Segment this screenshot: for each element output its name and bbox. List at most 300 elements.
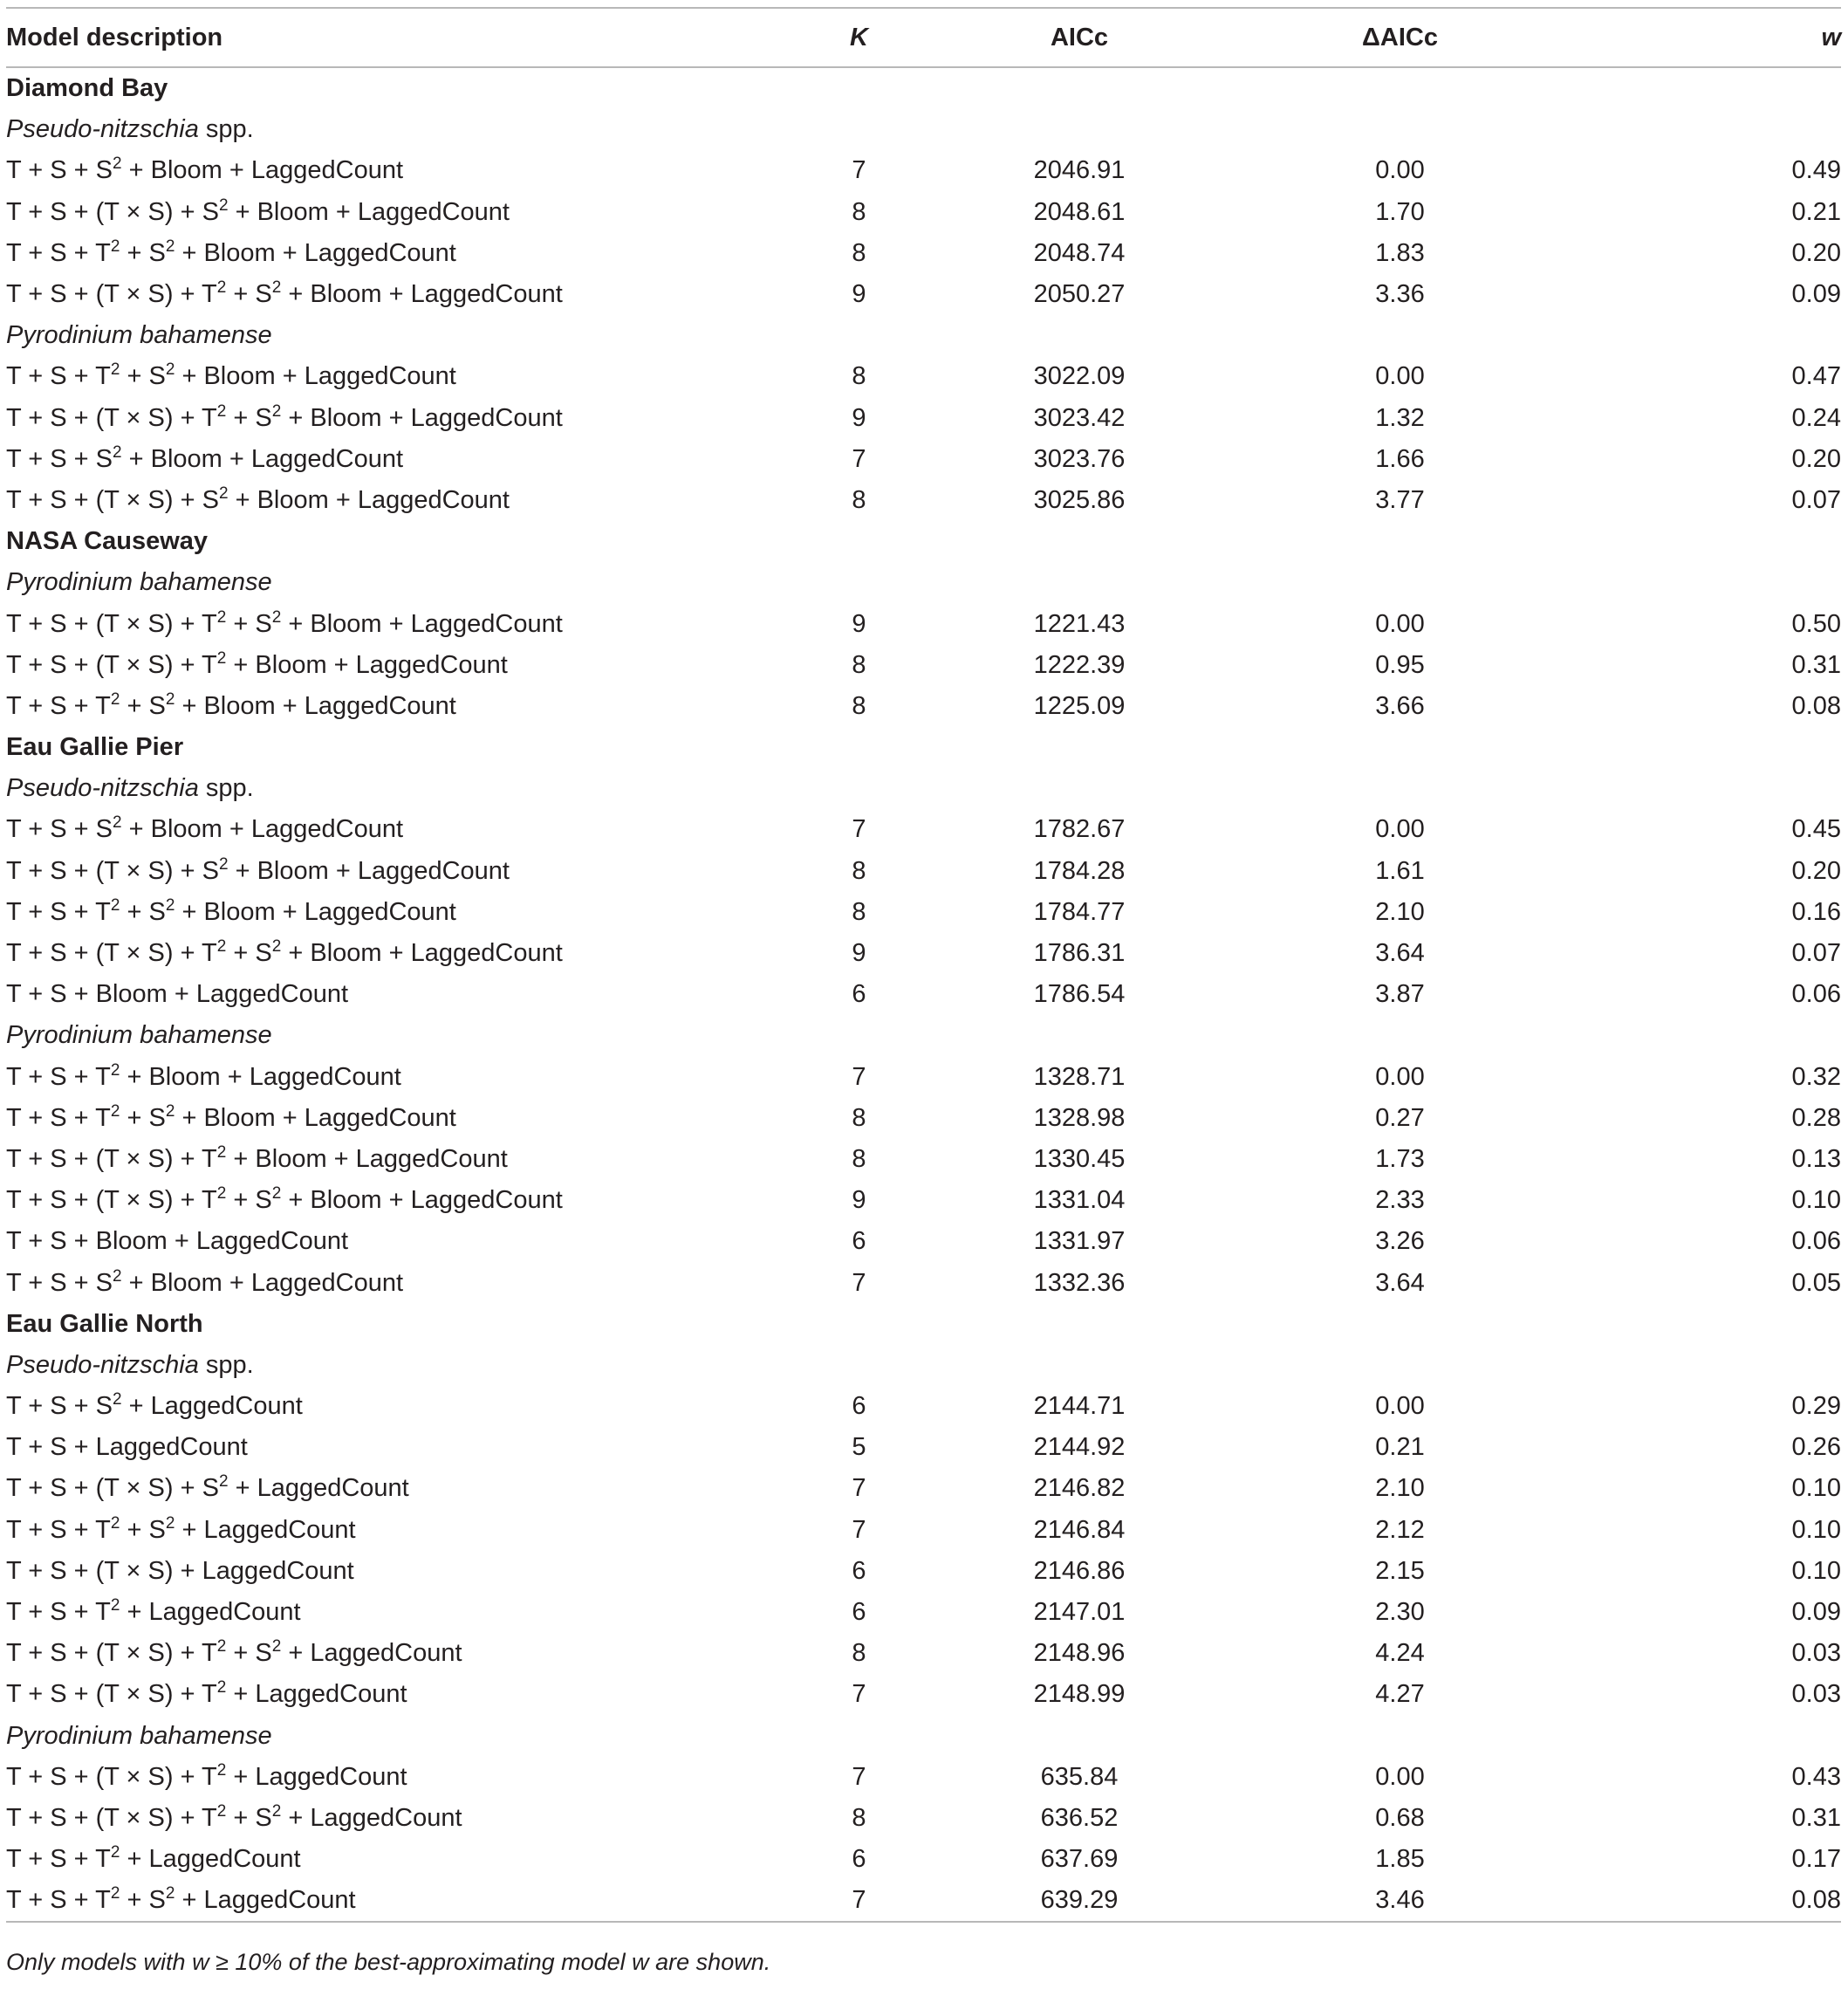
- k-value: 9: [852, 939, 866, 968]
- delta-aicc-value: 0.68: [1375, 1803, 1425, 1832]
- empty-cell: [1568, 1304, 1841, 1345]
- species-row: [6, 1015, 1841, 1056]
- exponent: 2: [165, 689, 175, 709]
- table-row: [6, 356, 1841, 397]
- empty-cell: [1232, 1716, 1568, 1757]
- w-value: 0.09: [1791, 1598, 1841, 1627]
- model-selection-table: [6, 7, 1841, 1923]
- w-value: 0.32: [1791, 1062, 1841, 1091]
- delta-aicc-value: 1.66: [1375, 444, 1425, 473]
- species-label: [6, 1716, 791, 1757]
- delta-aicc-value: 1.61: [1375, 856, 1425, 885]
- model-formula: $T + S + (T \times S) + S^2$ + Bloom + LaggedCount: [6, 854, 510, 885]
- exponent: 2: [112, 154, 122, 174]
- exponent: 2: [110, 237, 120, 256]
- model-formula: $T + S + (T \times S) + T^2$ + Bloom + LaggedCount: [6, 1142, 508, 1173]
- model-formula: $T + S + (T \times S) + T^2 + S^2$ + Bloom + LaggedCount: [6, 401, 563, 432]
- w-value: 0.16: [1791, 897, 1841, 926]
- aicc-value: 1221.43: [1033, 609, 1126, 638]
- aicc-value: 2144.71: [1033, 1392, 1126, 1421]
- aicc-value: 3022.09: [1033, 362, 1126, 391]
- w-value: 0.20: [1791, 444, 1841, 473]
- empty-cell: [1568, 1716, 1841, 1757]
- species-row: [6, 109, 1841, 150]
- exponent: 2: [110, 1513, 120, 1533]
- model-formula: $T + S + T^2 + S^2$ + Bloom + LaggedCount: [6, 237, 456, 267]
- aicc-value: 2048.61: [1033, 197, 1126, 226]
- w-value: 0.07: [1791, 485, 1841, 514]
- w-value: 0.03: [1791, 1680, 1841, 1709]
- model-formula: $T + S + (T \times S) + T^2 + S^2$ + LaggedCount: [6, 1801, 462, 1832]
- k-value: 6: [852, 1556, 866, 1585]
- table-row: [6, 974, 1841, 1015]
- aicc-value: 635.84: [1040, 1762, 1119, 1791]
- site-name: Eau Gallie North: [6, 1309, 203, 1338]
- table-row: [6, 1757, 1841, 1798]
- aicc-value: 1332.36: [1033, 1268, 1126, 1297]
- exponent: 2: [271, 278, 282, 298]
- w-value: 0.50: [1791, 609, 1841, 638]
- delta-aicc-value: 3.26: [1375, 1227, 1425, 1256]
- model-formula: T + S + Bloom + LaggedCount: [6, 980, 349, 1009]
- species-suffix: spp.: [198, 774, 254, 803]
- exponent: 2: [165, 1101, 175, 1121]
- empty-cell: [791, 1345, 927, 1386]
- model-formula: $T + S + (T \times S) + T^2 + S^2$ + Bloom + LaggedCount: [6, 1184, 563, 1215]
- exponent: 2: [110, 1884, 120, 1903]
- k-value: 9: [852, 403, 866, 432]
- model-formula: $T + S + T^2$ + Bloom + LaggedCount: [6, 1060, 401, 1091]
- w-value: 0.07: [1791, 939, 1841, 968]
- w-value: 0.31: [1791, 650, 1841, 679]
- empty-cell: [791, 67, 927, 109]
- k-value: 6: [852, 1392, 866, 1421]
- k-value: 8: [852, 856, 866, 885]
- exponent: 2: [112, 442, 122, 462]
- exponent: 2: [218, 195, 229, 215]
- empty-cell: [927, 1345, 1232, 1386]
- model-formula: $T + S + T^2 + S^2$ + Bloom + LaggedCount: [6, 1101, 456, 1132]
- empty-cell: [1232, 1015, 1568, 1056]
- k-value: 5: [852, 1433, 866, 1462]
- model-formula: $T + S + S^2$ + Bloom + LaggedCount: [6, 813, 404, 844]
- species-suffix: spp.: [198, 115, 254, 144]
- k-value: 7: [852, 1680, 866, 1709]
- empty-cell: [927, 521, 1232, 562]
- aicc-value: 2148.96: [1033, 1639, 1126, 1668]
- empty-cell: [1232, 768, 1568, 809]
- empty-cell: [927, 1304, 1232, 1345]
- exponent: 2: [112, 1266, 122, 1286]
- exponent: 2: [110, 1843, 120, 1862]
- empty-cell: [927, 67, 1232, 109]
- exponent: 2: [218, 854, 229, 874]
- aicc-value: 2146.84: [1033, 1515, 1126, 1544]
- exponent: 2: [271, 1801, 282, 1821]
- table-row: [6, 1633, 1841, 1674]
- model-formula: $T + S + S^2$ + LaggedCount: [6, 1390, 303, 1421]
- k-value: 8: [852, 485, 866, 514]
- table-header: [6, 8, 1841, 67]
- table-row: [6, 1592, 1841, 1633]
- table-row: [6, 480, 1841, 521]
- model-formula: $T + S + S^2$ + Bloom + LaggedCount: [6, 1266, 404, 1297]
- k-value: 7: [852, 1515, 866, 1544]
- delta-aicc-value: 2.10: [1375, 897, 1425, 926]
- species-label: [6, 315, 791, 356]
- w-value: 0.31: [1791, 1803, 1841, 1832]
- w-value: 0.08: [1568, 1880, 1841, 1922]
- w-value: 0.49: [1791, 156, 1841, 185]
- model-formula: $T + S + S^2$ + Bloom + LaggedCount: [6, 154, 404, 185]
- exponent: 2: [216, 1678, 227, 1698]
- exponent: 2: [216, 1184, 227, 1204]
- delta-aicc-value: 4.27: [1375, 1680, 1425, 1709]
- species-name: Pyrodinium bahamense: [6, 1721, 272, 1750]
- delta-aicc-value: 0.00: [1375, 609, 1425, 638]
- delta-aicc-value: 3.46: [1232, 1880, 1568, 1922]
- exponent: 2: [110, 689, 120, 709]
- species-name: Pseudo-nitzschia: [6, 774, 199, 803]
- exponent: 2: [271, 1184, 282, 1204]
- exponent: 2: [218, 1472, 229, 1492]
- aicc-value: 3023.76: [1033, 444, 1126, 473]
- empty-cell: [791, 562, 927, 603]
- aicc-value: 3025.86: [1033, 485, 1126, 514]
- table-row: [6, 1427, 1841, 1468]
- species-row: [6, 562, 1841, 603]
- aicc-value: 2148.99: [1033, 1680, 1126, 1709]
- empty-cell: [927, 768, 1232, 809]
- model-formula: $T + S + (T \times S) + T^2 + S^2$ + Bloom + LaggedCount: [6, 278, 563, 309]
- k-value: 8: [852, 691, 866, 720]
- site-row: [6, 67, 1841, 109]
- model-formula: $T + S + (T \times S) + T^2$ + LaggedCount: [6, 1760, 407, 1791]
- empty-cell: [1232, 109, 1568, 150]
- species-label: [6, 1015, 791, 1056]
- species-row: [6, 1716, 1841, 1757]
- model-formula: T + S + (T × S) + LaggedCount: [6, 1556, 354, 1585]
- model-formula: T + S + Bloom + LaggedCount: [6, 1227, 349, 1256]
- species-suffix: spp.: [198, 1350, 254, 1379]
- table-row: [6, 233, 1841, 274]
- table-row: [6, 192, 1841, 233]
- exponent: 2: [216, 278, 227, 298]
- aicc-value: 1786.31: [1033, 939, 1126, 968]
- header-k: K: [791, 8, 927, 67]
- k-value: 7: [852, 1474, 866, 1503]
- delta-aicc-value: 1.73: [1375, 1144, 1425, 1173]
- empty-cell: [1568, 727, 1841, 768]
- species-label: [6, 768, 791, 809]
- table-row: [6, 1098, 1841, 1139]
- table-row: [6, 1180, 1841, 1221]
- species-label: [6, 109, 791, 150]
- k-value: 7: [852, 1268, 866, 1297]
- exponent: 2: [216, 1637, 227, 1656]
- delta-aicc-value: 3.64: [1375, 1268, 1425, 1297]
- exponent: 2: [165, 895, 175, 915]
- empty-cell: [1232, 315, 1568, 356]
- empty-cell: [1232, 1304, 1568, 1345]
- table-footnote: Only models with w ≥ 10% of the best-approximating model w are shown.: [6, 1949, 771, 1975]
- table-row: [6, 603, 1841, 644]
- w-value: 0.47: [1791, 362, 1841, 391]
- delta-aicc-value: 0.00: [1375, 362, 1425, 391]
- k-value: 8: [852, 650, 866, 679]
- w-value: 0.05: [1791, 1268, 1841, 1297]
- aicc-value: 637.69: [1040, 1845, 1119, 1874]
- k-value: 8: [852, 238, 866, 267]
- w-value: 0.10: [1791, 1186, 1841, 1215]
- site-name: Diamond Bay: [6, 74, 168, 103]
- empty-cell: [1568, 1345, 1841, 1386]
- aicc-value: 2146.82: [1033, 1474, 1126, 1503]
- exponent: 2: [216, 937, 227, 957]
- table-row: [6, 1139, 1841, 1180]
- aicc-value: 1328.71: [1033, 1062, 1126, 1091]
- table-row: [6, 1386, 1841, 1427]
- w-value: 0.06: [1791, 1227, 1841, 1256]
- k-value: 6: [852, 1227, 866, 1256]
- w-value: 0.21: [1791, 197, 1841, 226]
- aicc-value: 1328.98: [1033, 1103, 1126, 1132]
- header-row: [6, 8, 1841, 67]
- exponent: 2: [110, 1060, 120, 1080]
- model-formula: $T + S + T^2 + S^2$ + LaggedCount: [6, 1513, 356, 1544]
- model-formula: $T + S + (T \times S) + T^2$ + Bloom + LaggedCount: [6, 648, 508, 679]
- model-formula: $T + S + T^2 + S^2$ + Bloom + LaggedCount: [6, 360, 456, 391]
- w-value: 0.43: [1791, 1762, 1841, 1791]
- w-value: 0.17: [1791, 1845, 1841, 1874]
- empty-cell: [927, 1015, 1232, 1056]
- aicc-value: 1331.97: [1033, 1227, 1126, 1256]
- table-row: [6, 851, 1841, 892]
- k-value: 8: [852, 1144, 866, 1173]
- empty-cell: [1232, 67, 1568, 109]
- empty-cell: [791, 1716, 927, 1757]
- header-aicc: AICc: [927, 8, 1232, 67]
- exponent: 2: [110, 895, 120, 915]
- empty-cell: [791, 1015, 927, 1056]
- empty-cell: [927, 727, 1232, 768]
- delta-aicc-value: 0.00: [1375, 1392, 1425, 1421]
- model-formula: $T + S + (T \times S) + S^2$ + LaggedCount: [6, 1472, 409, 1503]
- exponent: 2: [165, 360, 175, 380]
- aicc-value: 3023.42: [1033, 403, 1126, 432]
- k-value: 9: [852, 609, 866, 638]
- header-w: w: [1568, 8, 1841, 67]
- delta-aicc-value: 1.85: [1375, 1845, 1425, 1874]
- aicc-value: 1330.45: [1033, 1144, 1126, 1173]
- exponent: 2: [216, 401, 227, 421]
- delta-aicc-value: 2.12: [1375, 1515, 1425, 1544]
- empty-cell: [791, 768, 927, 809]
- exponent: 2: [112, 1390, 122, 1409]
- k-value: 7: [852, 444, 866, 473]
- species-name: Pseudo-nitzschia: [6, 115, 199, 144]
- w-value: 0.10: [1791, 1515, 1841, 1544]
- site-row: [6, 1304, 1841, 1345]
- w-value: 0.45: [1791, 815, 1841, 844]
- aicc-value: 639.29: [927, 1880, 1232, 1922]
- k-value: 8: [852, 197, 866, 226]
- exponent: 2: [110, 1101, 120, 1121]
- model-formula: T + S + LaggedCount: [6, 1433, 248, 1462]
- delta-aicc-value: 0.27: [1375, 1103, 1425, 1132]
- delta-aicc-value: 0.00: [1375, 1762, 1425, 1791]
- table-row: [6, 1880, 1841, 1922]
- aicc-value: 1782.67: [1033, 815, 1126, 844]
- aicc-value: 2144.92: [1033, 1433, 1126, 1462]
- delta-aicc-value: 3.66: [1375, 691, 1425, 720]
- w-value: 0.03: [1791, 1639, 1841, 1668]
- table-row: [6, 1839, 1841, 1880]
- model-formula: $T + S + (T \times S) + T^2 + S^2$ + LaggedCount: [6, 1637, 462, 1668]
- delta-aicc-value: 0.95: [1375, 650, 1425, 679]
- aicc-value: 2147.01: [1033, 1598, 1126, 1627]
- species-label: [6, 562, 791, 603]
- table-row: [6, 1510, 1841, 1551]
- k-value: 6: [852, 980, 866, 1009]
- empty-cell: [927, 1716, 1232, 1757]
- table-row: [6, 933, 1841, 974]
- exponent: 2: [165, 237, 175, 256]
- aicc-value: 1784.28: [1033, 856, 1126, 885]
- table-body: [6, 67, 1841, 1922]
- k-value: 8: [852, 1103, 866, 1132]
- delta-aicc-value: 0.21: [1375, 1433, 1425, 1462]
- species-name: Pyrodinium bahamense: [6, 568, 272, 597]
- table-row: [6, 274, 1841, 315]
- delta-aicc-value: 3.77: [1375, 485, 1425, 514]
- table-row: [6, 439, 1841, 480]
- empty-cell: [791, 521, 927, 562]
- model-formula: $T + S + (T \times S) + S^2$ + Bloom + LaggedCount: [6, 195, 510, 226]
- model-formula: $T + S + (T \times S) + S^2$ + Bloom + LaggedCount: [6, 484, 510, 514]
- exponent: 2: [216, 1760, 227, 1780]
- exponent: 2: [271, 607, 282, 627]
- table-row: [6, 1468, 1841, 1509]
- k-value: 7: [852, 815, 866, 844]
- empty-cell: [1232, 562, 1568, 603]
- k-value: 9: [852, 280, 866, 309]
- table-row: [6, 1221, 1841, 1262]
- empty-cell: [791, 1304, 927, 1345]
- aicc-value: 2046.91: [1033, 156, 1126, 185]
- table-row: [6, 645, 1841, 686]
- model-formula: $T + S + (T \times S) + T^2 + S^2$ + Bloom + LaggedCount: [6, 607, 563, 638]
- exponent: 2: [112, 813, 122, 833]
- w-value: 0.08: [1791, 691, 1841, 720]
- k-value: 8: [852, 897, 866, 926]
- w-value: 0.29: [1791, 1392, 1841, 1421]
- empty-cell: [927, 315, 1232, 356]
- k-value: 7: [791, 1880, 927, 1922]
- delta-aicc-value: 0.00: [1375, 815, 1425, 844]
- empty-cell: [1568, 67, 1841, 109]
- site-name: NASA Causeway: [6, 527, 209, 556]
- delta-aicc-value: 2.33: [1375, 1186, 1425, 1215]
- w-value: 0.09: [1791, 280, 1841, 309]
- empty-cell: [791, 315, 927, 356]
- exponent: 2: [216, 648, 227, 668]
- k-value: 8: [852, 362, 866, 391]
- model-formula: $T + S + T^2 + S^2$ + Bloom + LaggedCount: [6, 689, 456, 720]
- aicc-value: 2146.86: [1033, 1556, 1126, 1585]
- empty-cell: [1232, 727, 1568, 768]
- species-label: [6, 1345, 791, 1386]
- species-row: [6, 315, 1841, 356]
- empty-cell: [1232, 521, 1568, 562]
- w-value: 0.28: [1791, 1103, 1841, 1132]
- exponent: 2: [110, 1596, 120, 1615]
- empty-cell: [791, 727, 927, 768]
- w-value: 0.26: [1791, 1433, 1841, 1462]
- model-formula: $T + S + T^2 + S^2$ + Bloom + LaggedCount: [6, 895, 456, 926]
- empty-cell: [1232, 1345, 1568, 1386]
- model-formula: $T + S + (T \times S) + T^2$ + LaggedCount: [6, 1678, 407, 1709]
- header-model-description: Model description: [6, 8, 791, 67]
- table-row: [6, 809, 1841, 850]
- table-row: [6, 686, 1841, 727]
- empty-cell: [1568, 1015, 1841, 1056]
- exponent: 2: [216, 1142, 227, 1162]
- aicc-value: 1784.77: [1033, 897, 1126, 926]
- species-name: Pyrodinium bahamense: [6, 321, 272, 350]
- delta-aicc-value: 0.00: [1375, 156, 1425, 185]
- exponent: 2: [271, 401, 282, 421]
- aicc-value: 1331.04: [1033, 1186, 1126, 1215]
- delta-aicc-value: 3.87: [1375, 980, 1425, 1009]
- species-row: [6, 768, 1841, 809]
- delta-aicc-value: 2.30: [1375, 1598, 1425, 1627]
- w-value: 0.10: [1791, 1556, 1841, 1585]
- table-row: [6, 398, 1841, 439]
- aicc-value: 2050.27: [1033, 280, 1126, 309]
- k-value: 8: [852, 1639, 866, 1668]
- table-row: [6, 150, 1841, 191]
- k-value: 7: [852, 1062, 866, 1091]
- empty-cell: [1568, 562, 1841, 603]
- k-value: 8: [852, 1803, 866, 1832]
- k-value: 9: [852, 1186, 866, 1215]
- exponent: 2: [165, 1884, 175, 1903]
- model-formula: $T + S + (T \times S) + T^2 + S^2$ + Bloom + LaggedCount: [6, 937, 563, 968]
- exponent: 2: [271, 937, 282, 957]
- w-value: 0.20: [1791, 856, 1841, 885]
- w-value: 0.20: [1791, 238, 1841, 267]
- exponent: 2: [218, 484, 229, 503]
- k-value: 7: [852, 156, 866, 185]
- exponent: 2: [216, 607, 227, 627]
- table-row: [6, 1057, 1841, 1098]
- w-value: 0.06: [1791, 980, 1841, 1009]
- aicc-value: 1225.09: [1033, 691, 1126, 720]
- site-name: Eau Gallie Pier: [6, 733, 184, 762]
- species-name: Pyrodinium bahamense: [6, 1021, 272, 1050]
- table-row: [6, 1262, 1841, 1303]
- table-row: [6, 892, 1841, 933]
- k-value: 7: [852, 1762, 866, 1791]
- aicc-value: 1222.39: [1033, 650, 1126, 679]
- delta-aicc-value: 2.15: [1375, 1556, 1425, 1585]
- model-formula: $T + S + S^2$ + Bloom + LaggedCount: [6, 442, 404, 473]
- exponent: 2: [216, 1801, 227, 1821]
- aicc-value: 2048.74: [1033, 238, 1126, 267]
- header-delta-aicc: ΔAICc: [1232, 8, 1568, 67]
- delta-aicc-value: 4.24: [1375, 1639, 1425, 1668]
